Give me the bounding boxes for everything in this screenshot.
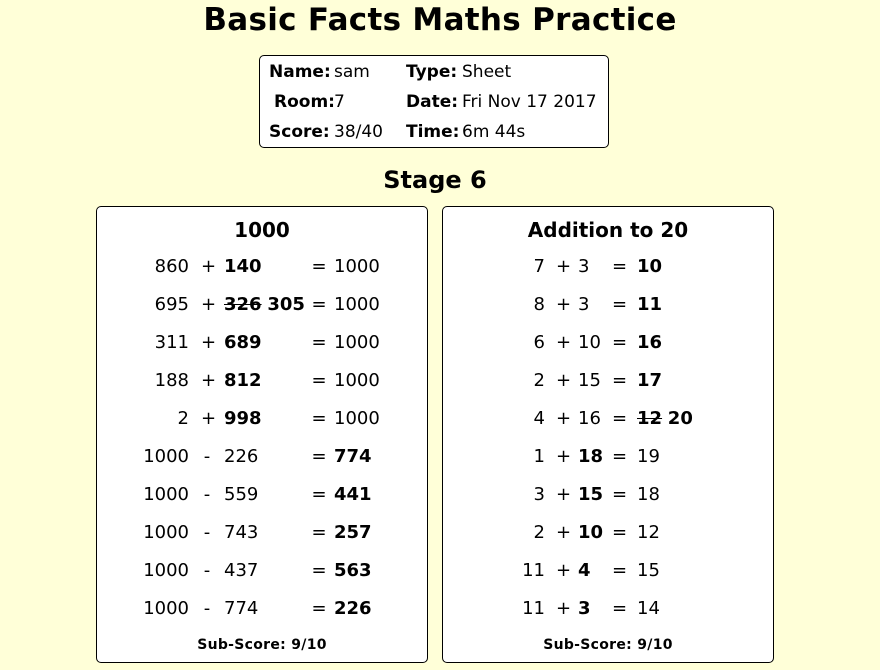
operand-b	[224, 405, 262, 433]
result	[637, 367, 662, 395]
answer: 17	[637, 370, 663, 391]
equals-sign: =	[612, 294, 628, 315]
operand-b	[578, 595, 591, 623]
operand-b-value: 774	[224, 598, 259, 619]
result-value: 19	[637, 446, 660, 467]
operator: -	[203, 484, 211, 505]
wrong-answer: 326	[224, 294, 262, 315]
operator: +	[556, 598, 572, 619]
equation-row	[443, 367, 773, 395]
operand-b	[578, 405, 601, 433]
operand-b	[578, 557, 591, 585]
operator: -	[203, 560, 211, 581]
operand-b-value: 743	[224, 522, 259, 543]
student-info-box	[259, 55, 609, 148]
operator: +	[201, 294, 217, 315]
operand-b	[224, 595, 258, 623]
operand-b	[224, 329, 262, 357]
operator: +	[201, 370, 217, 391]
sub-score: Sub-Score: 9/10	[543, 637, 673, 653]
equals-sign: =	[612, 446, 628, 467]
answer: 226	[334, 598, 372, 619]
name-label: Name:	[269, 62, 331, 82]
operand-a: 11	[522, 598, 545, 619]
operator: +	[556, 332, 572, 353]
equation-row	[97, 481, 427, 509]
sub-score: Sub-Score: 9/10	[197, 637, 327, 653]
operand-a: 1000	[143, 446, 189, 467]
answer: 11	[637, 294, 663, 315]
equals-sign: =	[612, 522, 628, 543]
operand-b	[578, 443, 603, 471]
operand-b	[224, 519, 258, 547]
answer: 16	[637, 332, 663, 353]
operator: +	[201, 408, 217, 429]
operand-a: 8	[533, 294, 545, 315]
panel-title: 1000	[234, 218, 290, 242]
operand-a: 188	[154, 370, 189, 391]
equation-row	[97, 253, 427, 281]
operand-b-value: 3	[578, 256, 590, 277]
answer: 18	[578, 446, 604, 467]
equation-row	[97, 443, 427, 471]
operand-a: 7	[533, 256, 545, 277]
answer: 10	[578, 522, 604, 543]
result	[637, 329, 662, 357]
operand-b	[224, 443, 258, 471]
operand-b	[224, 557, 258, 585]
panel-addition-to-20	[442, 206, 774, 663]
equals-sign: =	[311, 294, 327, 315]
equals-sign: =	[612, 332, 628, 353]
equation-row	[97, 329, 427, 357]
operator: +	[556, 408, 572, 429]
operator: +	[201, 332, 217, 353]
result	[637, 443, 660, 471]
equation-row	[97, 595, 427, 623]
type-label: Type:	[406, 62, 458, 82]
date-label: Date:	[406, 92, 459, 112]
operand-a: 860	[154, 256, 189, 277]
operand-a: 2	[533, 370, 545, 391]
operator: +	[556, 256, 572, 277]
operand-b	[224, 253, 262, 281]
equation-row	[97, 519, 427, 547]
result	[637, 405, 693, 433]
wrong-answer: 12	[637, 408, 663, 429]
operand-b-value: 437	[224, 560, 259, 581]
operand-b	[578, 329, 601, 357]
result	[637, 595, 660, 623]
operand-b	[578, 367, 601, 395]
result-value: 15	[637, 560, 660, 581]
answer: 774	[334, 446, 372, 467]
answer: 563	[334, 560, 372, 581]
result-value: 1000	[334, 332, 380, 353]
equation-row	[443, 253, 773, 281]
equation-row	[443, 443, 773, 471]
equals-sign: =	[612, 560, 628, 581]
result	[334, 519, 372, 547]
operand-a: 695	[154, 294, 189, 315]
equation-row	[97, 367, 427, 395]
answer: 3	[578, 598, 591, 619]
operator: -	[203, 522, 211, 543]
equals-sign: =	[311, 598, 327, 619]
answer: 689	[224, 332, 262, 353]
room-value: 7	[334, 92, 345, 112]
operand-b	[578, 291, 589, 319]
time-value: 6m 44s	[462, 122, 526, 142]
equals-sign: =	[612, 408, 628, 429]
equals-sign: =	[311, 408, 327, 429]
result	[334, 405, 380, 433]
operand-a: 11	[522, 560, 545, 581]
result-value: 1000	[334, 256, 380, 277]
equation-row	[443, 329, 773, 357]
result	[334, 481, 372, 509]
operator: +	[556, 484, 572, 505]
score-label: Score:	[269, 122, 330, 142]
equals-sign: =	[612, 598, 628, 619]
equals-sign: =	[311, 484, 327, 505]
result	[637, 253, 662, 281]
answer: 305	[267, 294, 305, 315]
equals-sign: =	[311, 256, 327, 277]
equation-row	[97, 405, 427, 433]
operand-b-value: 3	[578, 294, 590, 315]
operand-b-value: 559	[224, 484, 259, 505]
operand-b	[578, 481, 603, 509]
result-value: 1000	[334, 370, 380, 391]
operand-b	[578, 519, 603, 547]
result-value: 12	[637, 522, 660, 543]
answer: 15	[578, 484, 604, 505]
result	[637, 481, 660, 509]
equation-row	[97, 291, 427, 319]
answer: 998	[224, 408, 262, 429]
answer: 20	[667, 408, 693, 429]
equals-sign: =	[311, 560, 327, 581]
result	[334, 329, 380, 357]
equation-row	[443, 481, 773, 509]
equals-sign: =	[612, 370, 628, 391]
equals-sign: =	[311, 522, 327, 543]
equals-sign: =	[311, 446, 327, 467]
operator: +	[556, 294, 572, 315]
answer: 812	[224, 370, 262, 391]
score-value: 38/40	[334, 122, 383, 142]
type-value: Sheet	[462, 62, 512, 82]
panel-1000	[96, 206, 428, 663]
answer: 441	[334, 484, 372, 505]
equals-sign: =	[311, 332, 327, 353]
result	[637, 519, 660, 547]
page-title: Basic Facts Maths Practice	[203, 2, 677, 38]
operand-a: 1	[533, 446, 545, 467]
operand-a: 4	[533, 408, 545, 429]
operand-a: 2	[177, 408, 189, 429]
result-value: 18	[637, 484, 660, 505]
equation-row	[443, 595, 773, 623]
equals-sign: =	[612, 256, 628, 277]
operand-b-value: 16	[578, 408, 601, 429]
operand-a: 1000	[143, 560, 189, 581]
operand-a: 3	[533, 484, 545, 505]
operand-a: 6	[533, 332, 545, 353]
room-label: Room:	[274, 92, 335, 112]
name-value: sam	[334, 62, 370, 82]
answer: 4	[578, 560, 591, 581]
result	[334, 253, 380, 281]
operand-a: 1000	[143, 598, 189, 619]
operand-a: 1000	[143, 522, 189, 543]
operand-b	[224, 481, 258, 509]
operand-b-value: 15	[578, 370, 601, 391]
result	[334, 291, 380, 319]
result-value: 1000	[334, 408, 380, 429]
operand-b	[224, 367, 262, 395]
equals-sign: =	[311, 370, 327, 391]
result	[637, 557, 660, 585]
answer: 10	[637, 256, 663, 277]
equation-row	[443, 291, 773, 319]
operand-b	[224, 291, 305, 319]
operand-a: 1000	[143, 484, 189, 505]
result-value: 1000	[334, 294, 380, 315]
result	[334, 557, 372, 585]
operator: +	[556, 522, 572, 543]
equation-row	[97, 557, 427, 585]
operator: -	[203, 598, 211, 619]
answer: 140	[224, 256, 262, 277]
result	[334, 595, 372, 623]
equals-sign: =	[612, 484, 628, 505]
operand-a: 311	[154, 332, 189, 353]
operand-a: 2	[533, 522, 545, 543]
operator: +	[556, 370, 572, 391]
operand-b-value: 10	[578, 332, 601, 353]
result	[637, 291, 662, 319]
stage-title: Stage 6	[383, 166, 487, 194]
operand-b-value: 226	[224, 446, 259, 467]
result	[334, 367, 380, 395]
operator: +	[201, 256, 217, 277]
result	[334, 443, 372, 471]
operator: +	[556, 560, 572, 581]
operand-b	[578, 253, 589, 281]
date-value: Fri Nov 17 2017	[462, 92, 597, 112]
equation-row	[443, 557, 773, 585]
panel-title: Addition to 20	[527, 218, 689, 242]
equation-row	[443, 519, 773, 547]
answer: 257	[334, 522, 372, 543]
time-label: Time:	[406, 122, 460, 142]
operator: -	[203, 446, 211, 467]
operator: +	[556, 446, 572, 467]
equation-row	[443, 405, 773, 433]
result-value: 14	[637, 598, 660, 619]
